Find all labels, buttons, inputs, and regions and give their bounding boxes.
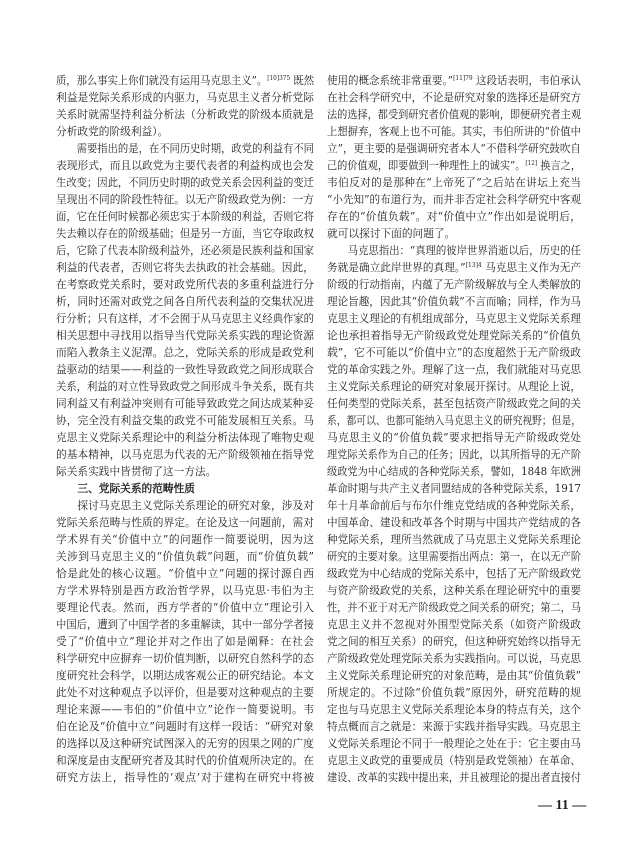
right-column — [327, 72, 581, 786]
text-line: 阶级的行动指南，内蕴了无产阶级解放与全人类解放的 — [327, 278, 582, 291]
text-line: 级政党为中心结成的各种党际关系，譬如，1848 年欧洲 — [327, 465, 581, 478]
text-segment: 这段话表明，韦伯承认 — [472, 74, 582, 87]
text-line: 定也与马克思主义党际关系理论本身的特点有关，这个 — [327, 703, 582, 716]
text-line — [327, 259, 581, 276]
text-line: 三、党际关系的范畴性质 — [77, 482, 195, 495]
text-line: 的基本精神，以马克思为代表的无产阶级领袖在指导党 — [56, 448, 314, 461]
text-line: 利益的代表者，否则它将失去执政的社会基础。因此， — [56, 261, 314, 274]
text-line: 生改变；因此，不同历史时期的政党关系会因利益的变迁 — [56, 176, 315, 189]
text-line: 建设、改革的实践中提出来，并且被理论的提出者直接付 — [327, 771, 582, 784]
citation-superscript: [13]4 — [465, 262, 482, 269]
text-line: 学术界有关“价值中立”的问题作一简要说明，因为这 — [56, 533, 314, 546]
text-line: 伯在论及“价值中立”问题时有这样一段话：“研究对象 — [56, 720, 314, 733]
text-line: 行分析；只有这样，才不会囿于从马克思主义经典作家的 — [56, 312, 315, 325]
text-line: 载”，它不可能以“价值中立”的态度超然于无产阶级政 — [327, 346, 581, 359]
text-line — [327, 157, 581, 174]
text-line: 后，它除了代表本阶级利益外，还必须是民族利益和国家 — [56, 244, 315, 257]
text-line: 中国革命、建设和改革各个时期与中国共产党结成的各 — [327, 516, 582, 529]
text-line: 在考察政党关系时，要对政党所代表的多重利益进行分 — [56, 278, 314, 291]
text-line — [56, 72, 314, 89]
text-segment: 既然 — [290, 74, 315, 87]
text-line: 而陷入教条主义泥潭。总之，党际关系的形成是政党利 — [56, 346, 314, 359]
text-segment: 使用的概念系统非常重要。” — [327, 74, 454, 87]
text-line: 所规定的。不过除“价值负载”原因外，研究范畴的规 — [327, 686, 581, 699]
text-line: 失去赖以存在的阶级基础；但是另一方面，当它夺取政权 — [56, 227, 315, 240]
text-line: 中国后，遭到了中国学者的多重解读，其中一部分学者接 — [56, 618, 315, 631]
text-line: 性，并不亚于对无产阶级政党之间关系的研究；第二，马 — [327, 601, 582, 614]
text-line: 马克思主义的“价值负载”要求把指导无产阶级政党处 — [327, 431, 581, 444]
text-line: 同利益又有利益冲突则有可能导致政党之间达成某种妥 — [56, 397, 314, 410]
paragraph — [327, 72, 581, 242]
text-line: 探讨马克思主义党际关系理论的研究对象，涉及对 — [77, 499, 314, 512]
text-segment: 己的价值观，即要做到一种理性上的诚实”。 — [327, 159, 526, 172]
text-line: 理论旨趣，因此其“价值负载”不言而喻；同样，作为马 — [327, 295, 582, 308]
text-line: “小先知”的布道行为，而并非否定社会科学研究中客观 — [327, 193, 582, 206]
text-line: 面，它在任何时候都必须忠实于本阶级的利益，否则它将 — [56, 210, 315, 223]
text-line: 相关思想中寻找用以指导当代党际关系实践的理论资源 — [56, 329, 314, 342]
paragraph — [56, 497, 314, 786]
text-line: 论也承担着指导无产阶级政党处理党际关系的“价值负 — [327, 329, 581, 342]
text-line: 研究的主要对象。这里需要指出两点：第一，在以无产阶 — [327, 550, 582, 563]
text-line: 主义党际关系理论的研究对象展开探讨。从理论上说， — [327, 380, 582, 393]
text-line: 立”，更主要的是强调研究者本人“不借科学研究鼓吹自 — [327, 142, 582, 155]
text-line: 恰是此处的核心议题。“价值中立”问题的探讨源自西 — [56, 567, 314, 580]
text-line: 此处不对这种观点予以评价，但是要对这种观点的主要 — [56, 686, 314, 699]
text-line: 特点概而言之就是：来源于实践并指导实践。马克思主 — [327, 720, 582, 733]
text-line: 关系时就需坚持利益分析法（分析政党的阶级本质就是 — [56, 108, 314, 121]
paragraph — [56, 72, 314, 140]
text-line: 关系，利益的对立性导致政党之间形成斗争关系，既有共 — [56, 380, 315, 393]
text-segment: 换言之， — [537, 159, 582, 172]
text-line: 在社会科学研究中，不论是研究对象的选择还是研究方 — [327, 91, 582, 104]
text-line: 革命时期与共产主义者同盟结成的各种党际关系，1917 — [327, 482, 582, 495]
text-line: 法的选择，都受到研究者价值观的影响，即便研究者主观 — [327, 108, 582, 121]
text-line: 克思主义并不忽视对外围型党际关系（如资产阶级政 — [327, 618, 581, 631]
text-line: 析，同时还需对政党之间各自所代表利益的交集状况进 — [56, 295, 314, 308]
text-line: 马克思指出：“真理的彼岸世界消逝以后，历史的任 — [347, 244, 581, 257]
text-line: 种党际关系，理所当然就成了马克思主义党际关系理论 — [327, 533, 582, 546]
text-line: 党的革命实践之外。理解了这一点，我们就能对马克思 — [327, 363, 582, 376]
text-line: 上想摒弃，客观上也不可能。其实，韦伯所讲的“价值中 — [327, 125, 582, 138]
paragraph — [56, 140, 314, 480]
citation-superscript: [12] — [525, 160, 538, 167]
text-line: 级政党为中心结成的党际关系中，包括了无产阶级政党 — [327, 567, 582, 580]
text-line: 任何类型的党际关系，甚至包括资产阶级政党之间的关 — [327, 397, 582, 410]
text-line: 和深度是由支配研究者及其时代的价值观所决定的。在 — [56, 754, 314, 767]
text-line: 利益是党际关系形成的内驱力，马克思主义者分析党际 — [56, 91, 314, 104]
paragraph — [327, 242, 581, 786]
text-line — [327, 72, 581, 89]
text-line: 分析政党的阶级利益）。 — [56, 125, 169, 138]
text-line: 克思主义党际关系理论中的利益分析法体现了唯物史观 — [56, 431, 314, 444]
text-line: 系，都可以、也都可能纳入马克思主义的研究视野；但是， — [327, 414, 581, 427]
page-number: — 11 — — [538, 798, 587, 813]
text-line: 际关系实践中皆贯彻了这一方法。 — [56, 465, 217, 478]
text-segment: 务就是确立此岸世界的真理。” — [327, 261, 466, 274]
text-line: 产阶级政党处理党际关系为实践指向。可以说，马克思 — [327, 652, 582, 665]
text-line: 关涉到马克思主义的“价值负载”问题，而“价值负载” — [56, 550, 314, 563]
text-line: 克思主义理论的有机组成部分，马克思主义党际关系理 — [327, 312, 582, 325]
text-line: 理党际关系作为自己的任务；因此，以其所指导的无产阶 — [327, 448, 582, 461]
text-line: 就可以探讨下面的问题了。 — [327, 227, 456, 240]
text-line: 要理论代表。然而，西方学者的“价值中立”理论引入 — [56, 601, 314, 614]
citation-superscript: [11]79 — [453, 75, 473, 82]
citation-superscript: [10]375 — [267, 75, 291, 82]
text-line: 与资产阶级政党的关系，这种关系在理论研究中的重要 — [327, 584, 582, 597]
text-line: 研究方法上，指导性的‘观点’对于建构在研究中将被 — [56, 771, 314, 784]
text-line: 义党际关系理论不同于一般理论之处在于：它主要由马 — [327, 737, 582, 750]
text-line: 表现形式，而且以政党为主要代表者的利益构成也会发 — [56, 159, 314, 172]
text-line: 益驱动的结果——利益的一致性导致政党之间形成联合 — [56, 363, 314, 376]
text-line: 韦伯反对的是那种在“上帝死了”之后站在讲坛上充当 — [327, 176, 581, 189]
section-heading — [56, 480, 314, 497]
text-line: 主义党际关系理论研究的对象范畴，是由其“价值负载” — [327, 669, 582, 682]
text-line: 克思主义政党的重要成员（特别是政党领袖）在革命、 — [327, 754, 582, 767]
text-line: 度研究社会科学，以期达成客观公正的研究结论。本文 — [56, 669, 314, 682]
text-line: 呈现出不同的阶段性特征。以无产阶级政党为例：一方 — [56, 193, 314, 206]
left-column — [56, 72, 314, 786]
text-line: 的选择以及这种研究试图深入的无穷的因果之网的广度 — [56, 737, 314, 750]
text-line: 党际关系范畴与性质的界定。在论及这一问题前，需对 — [56, 516, 314, 529]
text-line: 党之间的相互关系）的研究，但这种研究始终以指导无 — [327, 635, 582, 648]
text-line: 存在的“价值负载”。对“价值中立”作出如是说明后， — [327, 210, 581, 223]
text-line: 需要指出的是，在不同历史时期，政党的利益有不同 — [76, 142, 314, 155]
text-line: 理论来源——韦伯的“价值中立”论作一简要说明。韦 — [56, 703, 314, 716]
text-line: 科学研究中应摒弃一切价值判断，以研究自然科学的态 — [56, 652, 314, 665]
text-line: 协，完全没有利益交集的政党不可能发展相互关系。马 — [56, 414, 314, 427]
text-segment: 马克思主义作为无产 — [481, 261, 582, 274]
text-line: 方学术界特别是西方政治哲学界，以马克思·韦伯为主 — [56, 584, 314, 597]
text-line: 年十月革命前后与布尔什维克党结成的各种党际关系， — [327, 499, 582, 512]
text-segment: 质，那么事实上你们就没有运用马克思主义”。 — [56, 74, 268, 87]
text-line: 受了“价值中立”理论并对之作出了如是阐释：在社会 — [56, 635, 314, 648]
